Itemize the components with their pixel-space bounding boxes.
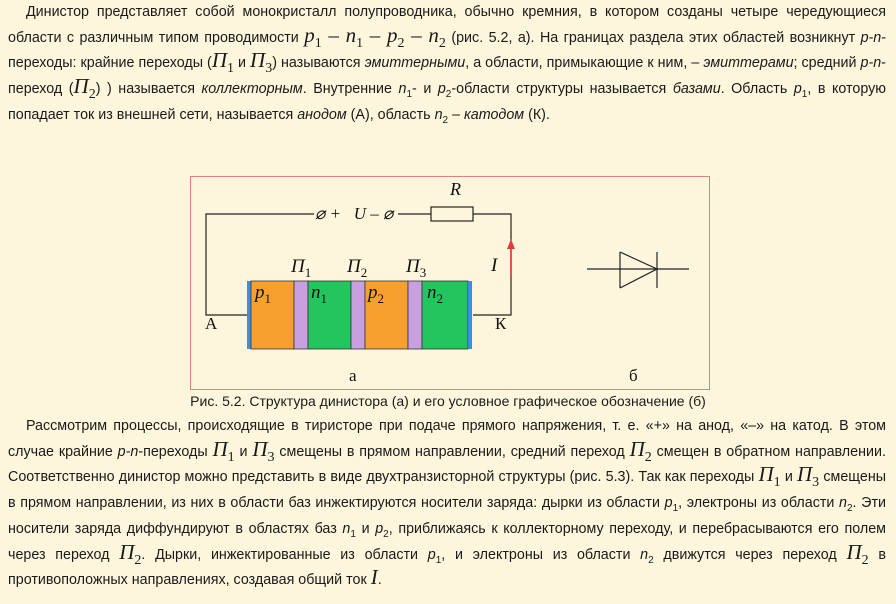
text: и — [361, 520, 370, 537]
text: , а области, примыкающие к ним, – — [465, 55, 700, 72]
term: эмиттерами — [703, 55, 794, 72]
text: смещены в прямом направлении, из них в области баз инжектируются носители заряда: дырки из области — [8, 469, 886, 512]
text: . Эти носители заряда диффундируют в областях баз — [8, 495, 886, 537]
label-anode: А — [205, 314, 218, 333]
text: , приближаясь к коллекторному переходу, и перебрасываются его полем через переход — [8, 520, 887, 563]
text: , и электроны из области — [441, 546, 631, 563]
text: П — [629, 436, 645, 461]
text: 2 — [360, 265, 368, 280]
text: , в которую попадает ток из внешней сети, называется — [8, 81, 887, 123]
symbol-p3: $П_3$ — [250, 48, 273, 77]
text: П — [119, 539, 135, 564]
text: и — [239, 443, 248, 460]
text: p — [793, 81, 802, 98]
text: П — [406, 256, 420, 277]
text: смещен в обратном направлении. Соответственно динистор можно представить в виде двухтранзисторной структуры (рис. 5.3). Так как переходы — [8, 443, 886, 486]
symbol-p2: $П_2$ — [119, 539, 142, 568]
text: . Внутренние — [302, 81, 392, 98]
text: П — [846, 539, 862, 564]
text: П — [797, 462, 813, 487]
text: (К). — [528, 106, 550, 123]
text: n — [398, 81, 407, 98]
symbol-p3: $П_3$ — [797, 462, 820, 491]
text: 2 — [436, 291, 443, 306]
figure-dinistor — [190, 176, 710, 390]
label-current: I — [491, 255, 498, 276]
text: П — [73, 74, 89, 99]
text: n — [427, 282, 437, 303]
symbol-p2: $П_2$ — [73, 74, 96, 103]
text: Динистор представляет собой монокристалл полупроводника, обычно кремния, в котором созданы четыре чередующиеся области с различным типом проводимости — [8, 4, 886, 46]
text: . Область — [720, 81, 788, 98]
text: -области структуры называется — [451, 81, 667, 98]
formula: $p_1 - n_1 - p_2 - n_2$ — [304, 22, 446, 51]
text: p — [375, 520, 384, 537]
symbol-p2: $П_2$ — [846, 539, 869, 568]
text: (А), область — [350, 106, 431, 123]
text: n — [311, 282, 321, 303]
paragraph-processes: Рассмотрим процессы, происходящие в тиристоре при подаче прямого напряжения, т. е. «+» на анод, «–» на катод. В этом случае крайние p-n-переходы $П_1$ и $П_3$ смещены в прямом направлении, средний переход $П_2$ смещен в обратном направлении. Соответственно динистор можно представить в виде двухтранзисторной структуры (рис. 5.3). Так как переходы $П_1$ и $П_3$ смещены в прямом направлении, из них в области баз инжектируются носители заряда: дырки из области $p_1$, электроны из области $n_2$. Эти носители заряда диффундируют в областях баз $n_1$ и $p_2$, приближаясь к коллекторному переходу, и перебрасываются его полем через переход $П_2$. Дырки, инжектированные из области $p_1$, и электроны из области $n_2$ движутся через переход $П_2$ в противоположных направлениях, создавая общий ток I. — [8, 418, 887, 590]
figure-caption: Рис. 5.2. Структура динистора (а) и его условное графическое обозначение (б) — [190, 393, 706, 409]
symbol-p2: $П_2$ — [629, 436, 652, 465]
text: p — [664, 495, 673, 512]
label-subfigure-a: а — [349, 366, 357, 385]
symbol-triangle — [620, 252, 657, 288]
text: -переходы — [138, 443, 208, 460]
term: коллекторным — [201, 81, 303, 98]
term: базами — [672, 81, 721, 98]
text: p-n — [860, 29, 882, 46]
text: 1 — [264, 291, 271, 306]
dinistor-diagram — [191, 177, 711, 391]
text: n — [640, 546, 649, 563]
text: смещены в прямом направлении, средний переход — [279, 443, 625, 460]
text: 1 — [304, 265, 312, 280]
text: П — [291, 256, 305, 277]
text: . — [377, 572, 382, 589]
text: ; средний — [793, 55, 857, 72]
contact-anode — [247, 281, 251, 349]
text: ) называется — [107, 81, 195, 98]
label-source: ⌀ + U – ⌀ — [315, 204, 394, 223]
text: ) называются — [272, 55, 361, 72]
text: в противоположных направлениях, создавая общий ток — [8, 546, 886, 589]
symbol-p1: $П_1$ — [212, 436, 235, 465]
text: p-n — [860, 55, 882, 72]
text: 3 — [419, 265, 427, 280]
label-subfigure-b: б — [629, 366, 638, 385]
text: П — [347, 256, 361, 277]
resistor — [431, 207, 473, 221]
junction-p3 — [408, 281, 422, 349]
contact-cathode — [468, 281, 472, 349]
text: П — [758, 462, 774, 487]
paragraph-intro: Динистор представляет собой монокристалл полупроводника, обычно кремния, в котором созданы четыре чередующиеся области с различным типом проводимости $p_1 - n_1 - p_2 - n_2$ (рис. 5.2, а). На границах раздела этих областей возникнут p-n-переходы: крайние переходы ($П_1$ и $П_3$) называются эмиттерными, а области, примыкающие к ним, – эмиттерами; средний p-n-переход $(П_2)$ ) называется коллекторным. Внутренние $n_1-$ и $p_2$-области структуры называется базами. Область $p_1$, в которую попадает ток из внешней сети, называется анодом (А), область $n_2$ – катодом (К). — [8, 4, 887, 126]
text: n — [342, 520, 351, 537]
text: , электроны из области — [678, 495, 835, 512]
text: p — [368, 282, 378, 303]
symbol-current: I — [370, 565, 378, 590]
text: p — [437, 81, 446, 98]
text: -переходы: крайние переходы ( — [8, 29, 886, 72]
symbol-p3: $П_3$ — [252, 436, 275, 465]
text: p — [427, 546, 436, 563]
text: движутся через переход — [663, 546, 837, 563]
text: 2 — [377, 291, 384, 306]
term: катодом — [464, 106, 525, 123]
label-junction-1 — [290, 256, 311, 280]
text: -переход ( — [8, 55, 886, 98]
text: П — [212, 436, 228, 461]
text: и — [784, 469, 793, 486]
symbol-p1: $П_1$ — [758, 462, 781, 491]
text: p-n — [117, 443, 139, 460]
text: - и — [412, 81, 432, 98]
text: p — [255, 282, 265, 303]
text: – — [452, 106, 461, 123]
symbol-p1: $П_1$ — [211, 48, 234, 77]
text: П — [250, 48, 266, 73]
label-cathode: К — [495, 314, 507, 333]
text: 1 — [320, 291, 327, 306]
text: П — [252, 436, 268, 461]
current-arrow-head — [507, 239, 515, 249]
term: эмиттерными — [364, 55, 466, 72]
label-resistor: R — [450, 179, 461, 199]
text: Рассмотрим процессы, происходящие в тиристоре при подаче прямого напряжения, т. е. «+» на анод, «–» на катод. В этом случае крайние — [8, 418, 886, 460]
text: П — [211, 48, 227, 73]
text: и — [238, 55, 246, 72]
text: n — [434, 106, 443, 123]
junction-p2 — [351, 281, 365, 349]
text: . Дырки, инжектированные из области — [141, 546, 419, 563]
term: анодом — [297, 106, 347, 123]
junction-p1 — [294, 281, 308, 349]
label-junction-2 — [346, 256, 367, 280]
text: n — [839, 495, 847, 512]
text: (рис. 5.2, а). На границах раздела этих областей возникнут — [451, 29, 856, 46]
label-junction-3 — [405, 256, 426, 280]
